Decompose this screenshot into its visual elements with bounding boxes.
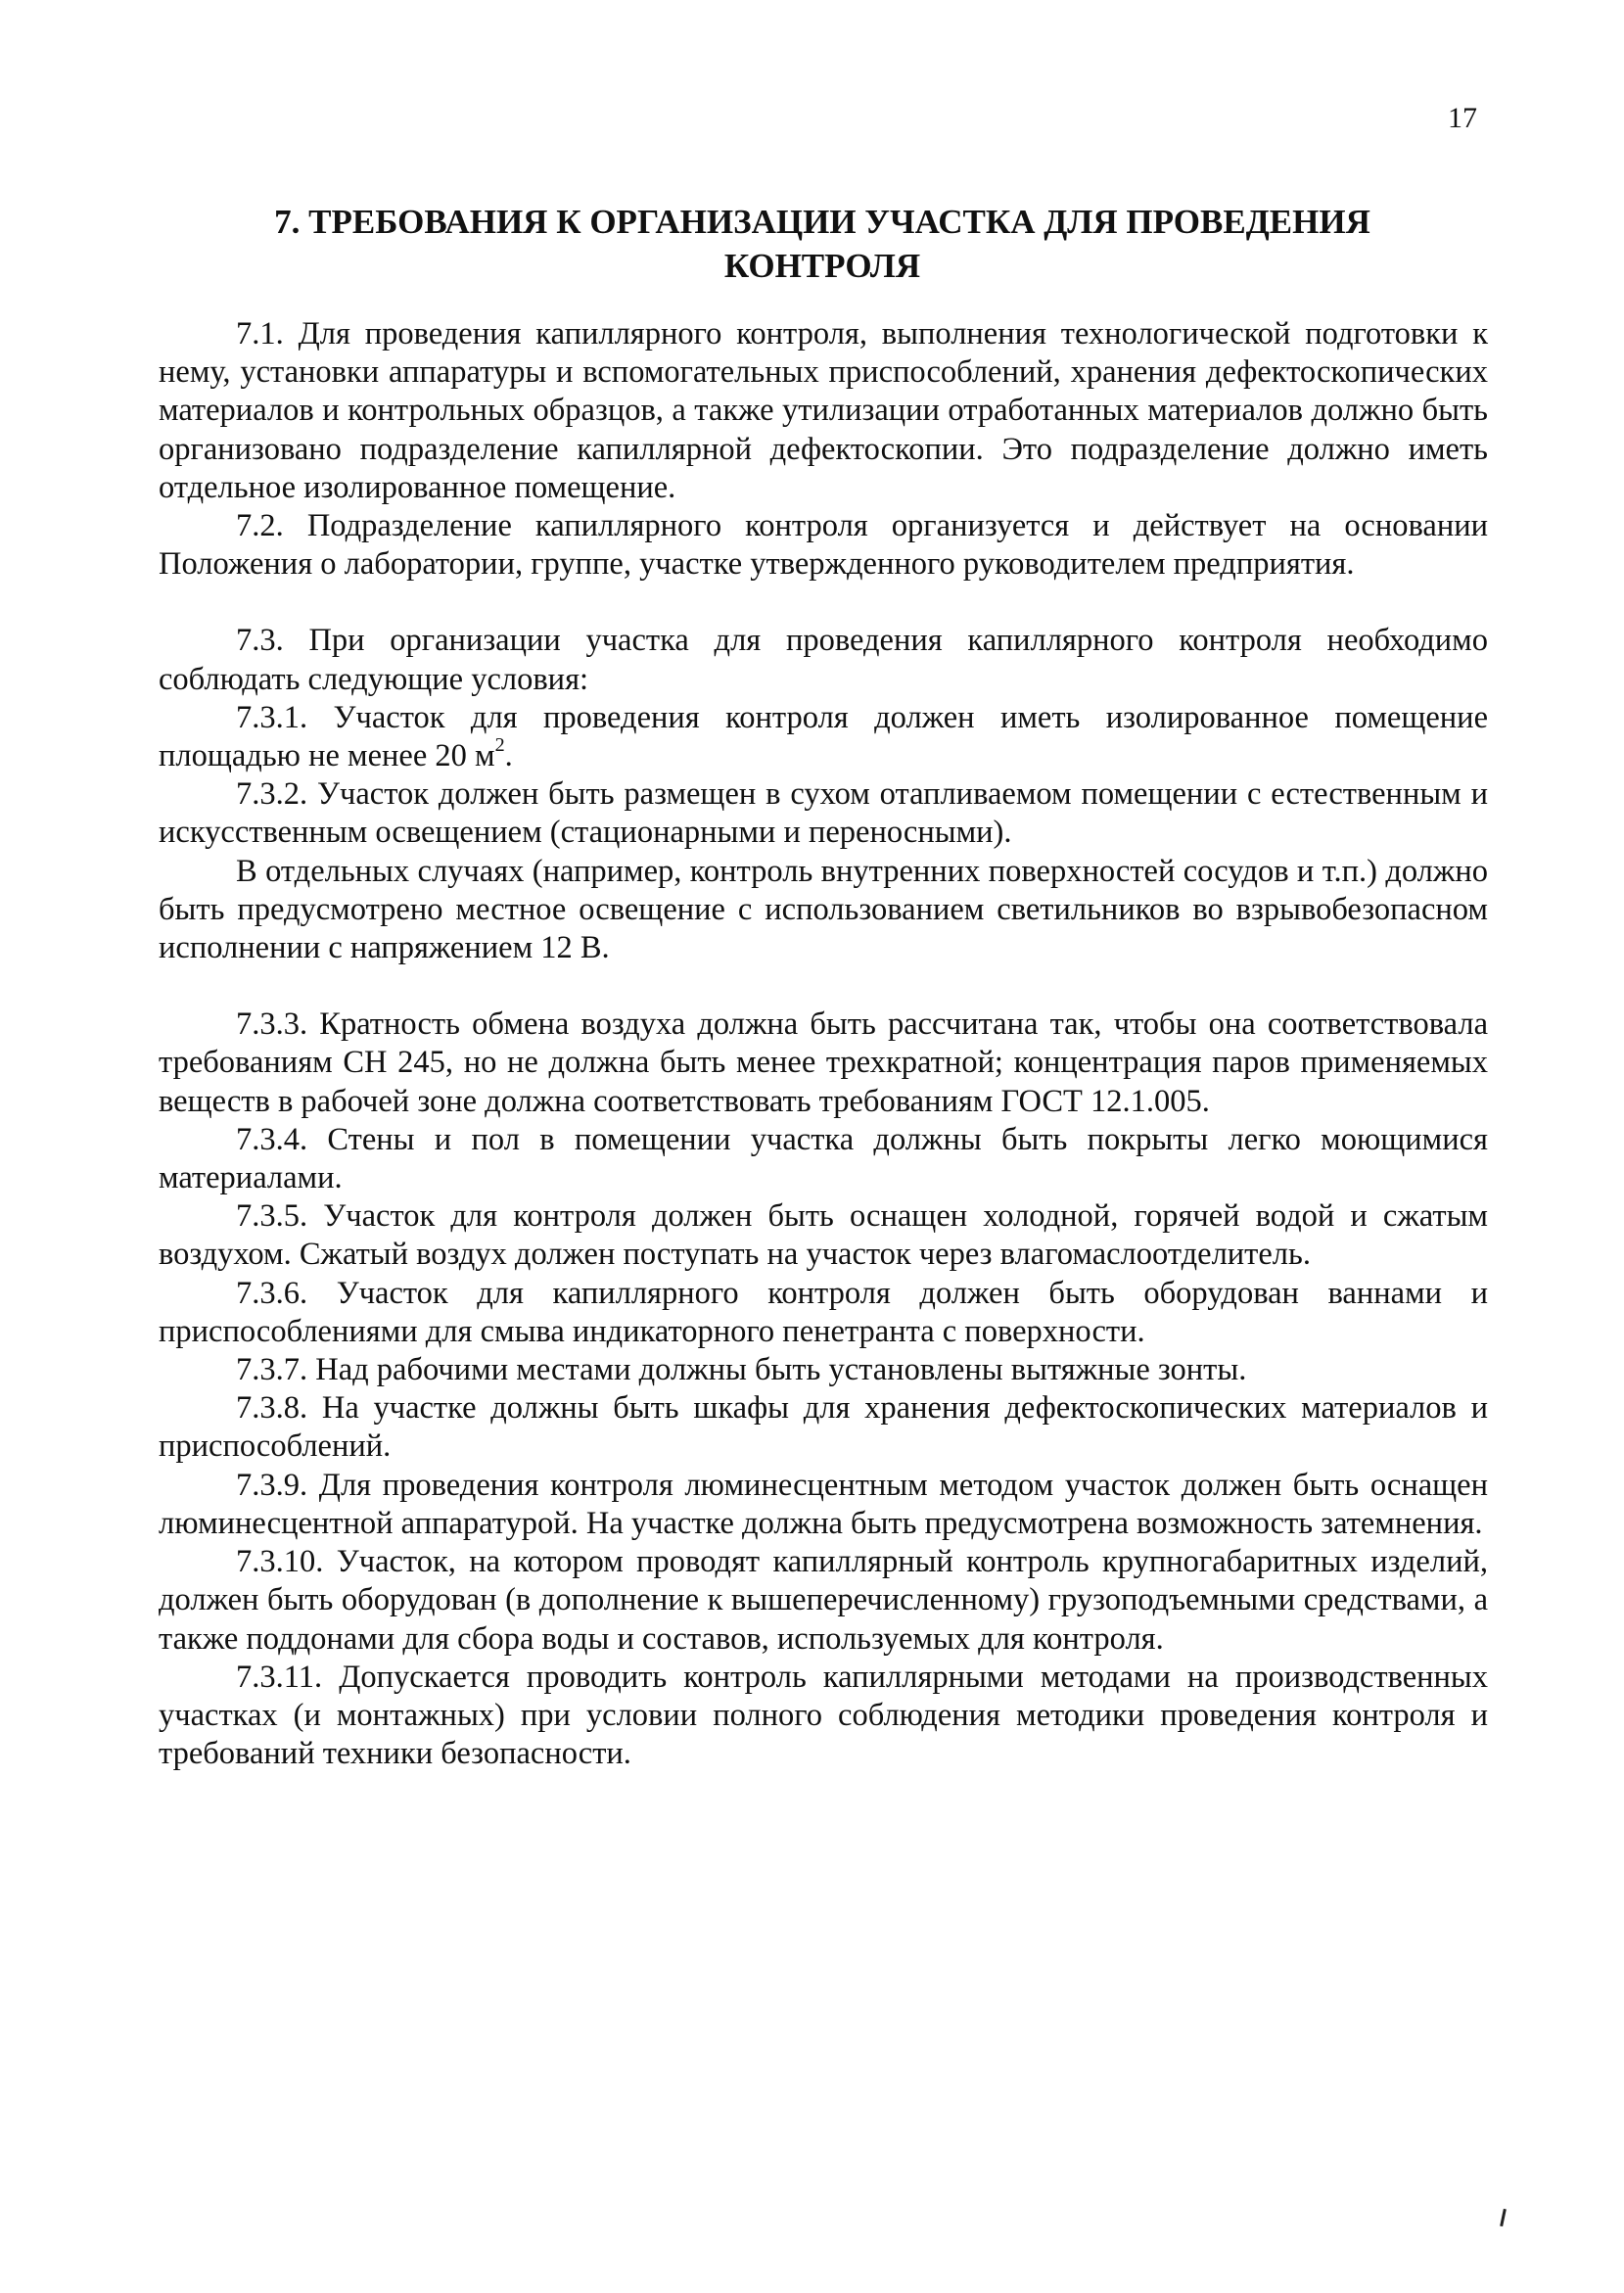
section-title-line-2: КОНТРОЛЯ	[723, 247, 921, 285]
paragraph-7-3-6: 7.3.6. Участок для капиллярного контроля должен быть оборудован ваннами и приспособлениями для смыва индикаторного пенетранта с поверхности.	[159, 1275, 1488, 1349]
paragraph-7-3-1-end: .	[504, 738, 513, 774]
paragraph-7-2: 7.2. Подразделение капиллярного контроля организуется и действует на основании Положения о лаборатории, группе, участке утвержденного руководителем предприятия.	[159, 508, 1488, 583]
document-body	[159, 315, 1488, 1773]
scan-artifact-mark	[1500, 2209, 1507, 2226]
area-unit-superscript: 2	[494, 733, 505, 756]
paragraph-7-3-10: 7.3.10. Участок, на котором проводят капиллярный контроль крупногабаритных изделий, должен быть оборудован (в дополнение к вышеперечисленному) грузоподъемными средствами, а также поддонами для сбора воды и составов, используемых для контроля.	[159, 1544, 1488, 1657]
paragraph-7-3-1-text: 7.3.1. Участок для проведения контроля должен иметь изолированное помещение площадью не менее 20 м	[159, 699, 1488, 774]
paragraph-lighting-note: В отдельных случаях (например, контроль внутренних поверхностей сосудов и т.п.) должно быть предусмотрено местное освещение с использованием светильников во взрывобезопасном исполнении с напряжением 12 В.	[159, 853, 1488, 966]
section-title-line-1: 7. ТРЕБОВАНИЯ К ОРГАНИЗАЦИИ УЧАСТКА ДЛЯ ПРОВЕДЕНИЯ	[274, 203, 1370, 241]
paragraph-7-3-8: 7.3.8. На участке должны быть шкафы для хранения дефектоскопических материалов и приспособлений.	[159, 1390, 1488, 1465]
paragraph-7-3-3: 7.3.3. Кратность обмена воздуха должна быть рассчитана так, чтобы она соответствовала требованиям СН 245, но не должна быть менее трехкратной; концентрация паров применяемых веществ в рабочей зоне должна соответствовать требованиям ГОСТ 12.1.005.	[159, 1006, 1488, 1119]
paragraph-7-3: 7.3. При организации участка для проведения капиллярного контроля необходимо соблюдать следующие условия:	[159, 623, 1488, 697]
paragraph-7-3-5: 7.3.5. Участок для контроля должен быть оснащен холодной, горячей водой и сжатым воздухом. Сжатый воздух должен поступать на участок через влагомаслоотделитель.	[159, 1198, 1488, 1273]
paragraph-7-3-11: 7.3.11. Допускается проводить контроль капиллярными методами на производственных участках (и монтажных) при условии полного соблюдения методики проведения контроля и требований техники безопасности.	[159, 1659, 1488, 1772]
page-number: 17	[1448, 102, 1477, 134]
paragraph-7-3-1	[159, 699, 1488, 775]
paragraph-7-1: 7.1. Для проведения капиллярного контроля, выполнения технологической подготовки к нему, установки аппаратуры и вспомогательных приспособлений, хранения дефектоскопических материалов и контрольных образцов, а также утилизации отработанных материалов должно быть организовано подразделение капиллярной дефектоскопии. Это подразделение должно иметь отдельное изолированное помещение.	[159, 316, 1488, 505]
paragraph-7-3-7: 7.3.7. Над рабочими местами должны быть установлены вытяжные зонты.	[236, 1352, 1247, 1388]
paragraph-7-3-2: 7.3.2. Участок должен быть размещен в сухом отапливаемом помещении с естественным и искусственным освещением (стационарными и переносными).	[159, 776, 1488, 851]
section-title	[157, 200, 1488, 288]
paragraph-7-3-9: 7.3.9. Для проведения контроля люминесцентным методом участок должен быть оснащен люминесцентной аппаратурой. На участке должна быть предусмотрена возможность затемнения.	[159, 1467, 1488, 1541]
paragraph-7-3-4: 7.3.4. Стены и пол в помещении участка должны быть покрыты легко моющимися материалами.	[159, 1121, 1488, 1196]
